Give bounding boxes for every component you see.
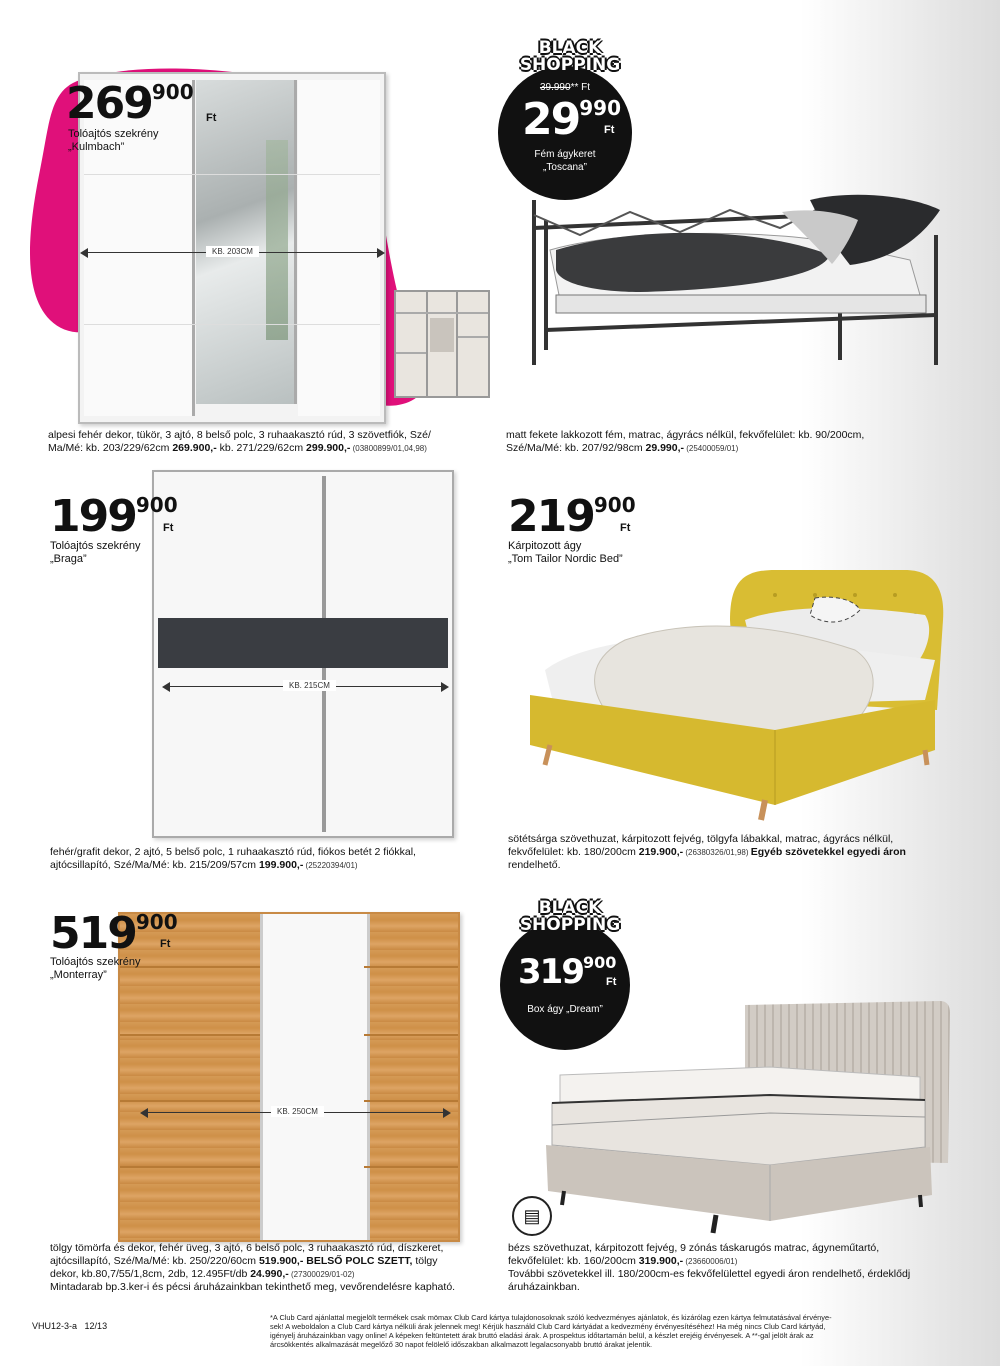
white-glass-door bbox=[260, 914, 370, 1240]
currency: Ft bbox=[620, 522, 631, 534]
graphite-stripe bbox=[158, 618, 448, 668]
footnote: *A Club Card ajánlattal megjelölt termékek csak mömax Club Card kártya tulajdonosoknak szóló kedvezményes ajánlatok, és kizárólag ezen kártya felmutatásával érvénye- sek! A weboldalon a Club Card kártya nélküli árak jelennek meg! Kérjük használd Club Card kártyádat a kedvezmény érvényesítéséhez! Ha még nincs Club Card kártyád, igényelj áruházainkban vagy online! A képeken feltüntetett árak bruttó eladási árak. A prospektus időtartamán belül, a készlet erejéig érvényesek. A **-gal jelölt árak az árcsökkentés alkalmazását megelőző 30 napot felölelő időszakban alkalmazott legalacsonyabb bruttó árakat jelentik. bbox=[270, 1313, 832, 1349]
old-price: 39.990** Ft bbox=[539, 82, 591, 93]
box-bed-dream-image bbox=[540, 995, 950, 1235]
wardrobe-monterray-image bbox=[118, 912, 460, 1242]
product-name: Tolóajtós szekrény „Braga” bbox=[50, 540, 141, 565]
dimension-label: KB. 203CM bbox=[206, 246, 259, 257]
product-name: Tolóajtós szekrény „Kulmbach” bbox=[68, 128, 159, 153]
product-kulmbach bbox=[20, 60, 490, 460]
price-tag: 29990 bbox=[522, 94, 621, 145]
product-name: Box ágy „Dream” bbox=[527, 1004, 603, 1015]
wardrobe-braga-image bbox=[152, 470, 454, 838]
price-tag: 219900 bbox=[508, 491, 636, 542]
bed-toscana-image bbox=[520, 180, 950, 380]
dimension-label: KB. 250CM bbox=[271, 1106, 324, 1117]
product-description: tölgy tömörfa és dekor, fehér üveg, 3 ajtó, 6 belső polc, 3 ruhaakasztó rúd, díszkeret, ajtócsillapító, Szé/Ma/Mé: kb. 250/220/60cm 519.900,- BELSŐ POLC SZETT, tölgy dekor, kb.80,7/55/1,8cm, 2db, 12.495Ft/db 24.990,- (27300029/01-02) Mintadarab bp.3.ker-i és pécsi áruházainkban tekinthető meg, vevőrendelésre kapható. bbox=[50, 1242, 456, 1293]
price-tag: 199900 bbox=[50, 491, 178, 542]
price-tag: 519900 bbox=[50, 908, 178, 959]
mirror-door bbox=[196, 80, 297, 404]
price-decimal: 900 bbox=[151, 80, 194, 104]
currency: Ft bbox=[606, 976, 617, 988]
product-description: matt fekete lakkozott fém, matrac, ágyrács nélkül, fekvőfelület: kb. 90/200cm, Szé/Ma/Mé: kb. 207/92/98cm 29.990,- (25400059/01) bbox=[506, 429, 865, 454]
product-name: Tolóajtós szekrény „Monterray” bbox=[50, 956, 141, 981]
price-integer: 269 bbox=[66, 78, 152, 129]
product-name: Kárpitozott ágy „Tom Tailor Nordic Bed” bbox=[508, 540, 623, 565]
price-tag bbox=[66, 78, 194, 129]
product-description: bézs szövethuzat, kárpitozott fejvég, 9 zónás táskarugós matrac, ágyneműtartó, fekvőfelület: kb. 160/200cm 319.900,- (23660006/01) További szövetekkel ill. 180/200cm-es fekvőfelülettel egyedi áron rendelhető, érdeklődj áruházainkban. bbox=[508, 1242, 911, 1293]
dimension-label: KB. 215CM bbox=[283, 680, 336, 691]
page-code: VHU12-3-a 12/13 bbox=[32, 1321, 108, 1331]
badge-title: BLACK SHOPPING bbox=[519, 898, 621, 935]
product-description: fehér/grafit dekor, 2 ajtó, 5 belső polc, 1 ruhaakasztó rúd, fiókos betét 2 fiókkal, ajtócsillapító, Szé/Ma/Mé: kb. 215/209/57cm 199.900,- (25220394/01) bbox=[50, 846, 416, 871]
product-description: sötétsárga szövethuzat, kárpitozott fejvég, tölgyfa lábakkal, matrac, ágyrács nélkül, fekvőfelület: kb. 180/200cm 219.900,- (26380326/01,98) Egyéb szövetekkel egyedi áron rendelhető. bbox=[508, 833, 906, 871]
product-description: alpesi fehér dekor, tükör, 3 ajtó, 8 belső polc, 3 ruhaakasztó rúd, 3 szövetfiók, Szé/ Ma/Mé: kb. 203/229/62cm 269.900,- kb. 271/229/62cm 299.900,- (03800899/01,04,98) bbox=[48, 429, 431, 454]
box-spring-icon: ▤ bbox=[512, 1196, 552, 1236]
currency: Ft bbox=[160, 938, 171, 950]
product-name: Fém ágykeret „Toscana” bbox=[534, 149, 596, 173]
wardrobe-interior-image bbox=[394, 290, 490, 398]
currency: Ft bbox=[206, 112, 217, 124]
currency: Ft bbox=[604, 124, 615, 136]
currency: Ft bbox=[163, 522, 174, 534]
badge-title: BLACK SHOPPING bbox=[519, 38, 621, 75]
bed-tom-tailor-image bbox=[525, 560, 955, 825]
price-tag: 319900 bbox=[518, 952, 617, 992]
